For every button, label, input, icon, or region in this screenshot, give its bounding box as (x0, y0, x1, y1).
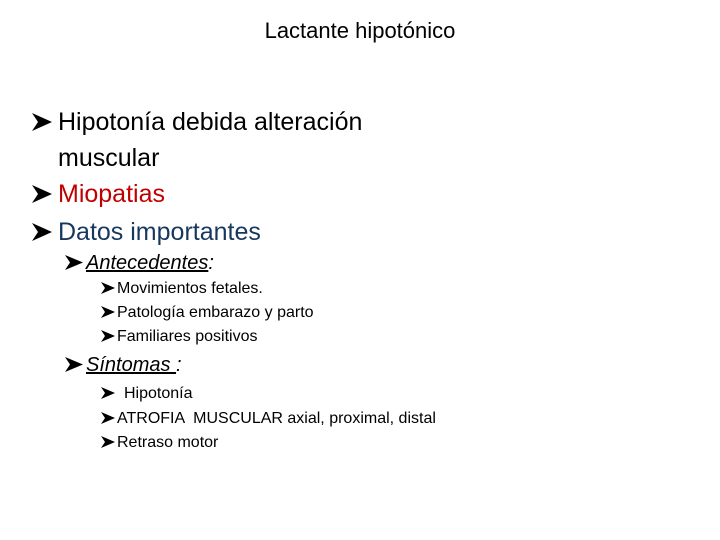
arrow-bullet-icon (100, 330, 116, 342)
bullet-text: muscular (58, 144, 160, 172)
list-item (100, 304, 314, 322)
list-item (100, 385, 193, 403)
arrow-bullet-icon (30, 113, 54, 131)
bullet-miopatias (30, 180, 165, 209)
arrow-bullet-icon (100, 412, 116, 424)
arrow-bullet-icon (100, 306, 116, 318)
bullet-hipotonia (30, 108, 362, 137)
list-item-text: Patología embarazo y parto (117, 304, 314, 321)
arrow-bullet-icon (64, 357, 84, 372)
list-item (100, 410, 436, 428)
subheading-colon: : (176, 354, 182, 376)
bullet-text: Hipotonía debida alteración (58, 108, 363, 136)
list-item-text: ATROFIA MUSCULAR axial, proximal, distal (117, 410, 436, 427)
slide-title: Lactante hipotónico (264, 18, 456, 43)
subheading-sintomas (64, 354, 182, 377)
list-item-text: Familiares positivos (117, 328, 258, 345)
bullet-datos-importantes (30, 218, 261, 247)
list-item (100, 280, 263, 298)
subheading-antecedentes (64, 252, 214, 275)
arrow-bullet-icon (30, 185, 54, 203)
list-item-text: Hipotonía (124, 385, 193, 402)
list-item-text: Movimientos fetales. (117, 280, 263, 297)
subheading-label: Síntomas (86, 354, 177, 376)
arrow-bullet-icon (64, 255, 84, 270)
list-item (100, 434, 218, 452)
bullet-hipotonia-continuation (58, 144, 159, 173)
list-item (100, 328, 257, 346)
subheading-label: Antecedentes (86, 252, 209, 274)
arrow-bullet-icon (100, 387, 116, 399)
bullet-text: Miopatias (58, 180, 165, 208)
arrow-bullet-icon (30, 223, 54, 241)
arrow-bullet-icon (100, 282, 116, 294)
bullet-text: Datos importantes (58, 218, 261, 246)
subheading-colon: : (208, 252, 214, 274)
arrow-bullet-icon (100, 436, 116, 448)
list-item-text: Retraso motor (117, 434, 219, 451)
